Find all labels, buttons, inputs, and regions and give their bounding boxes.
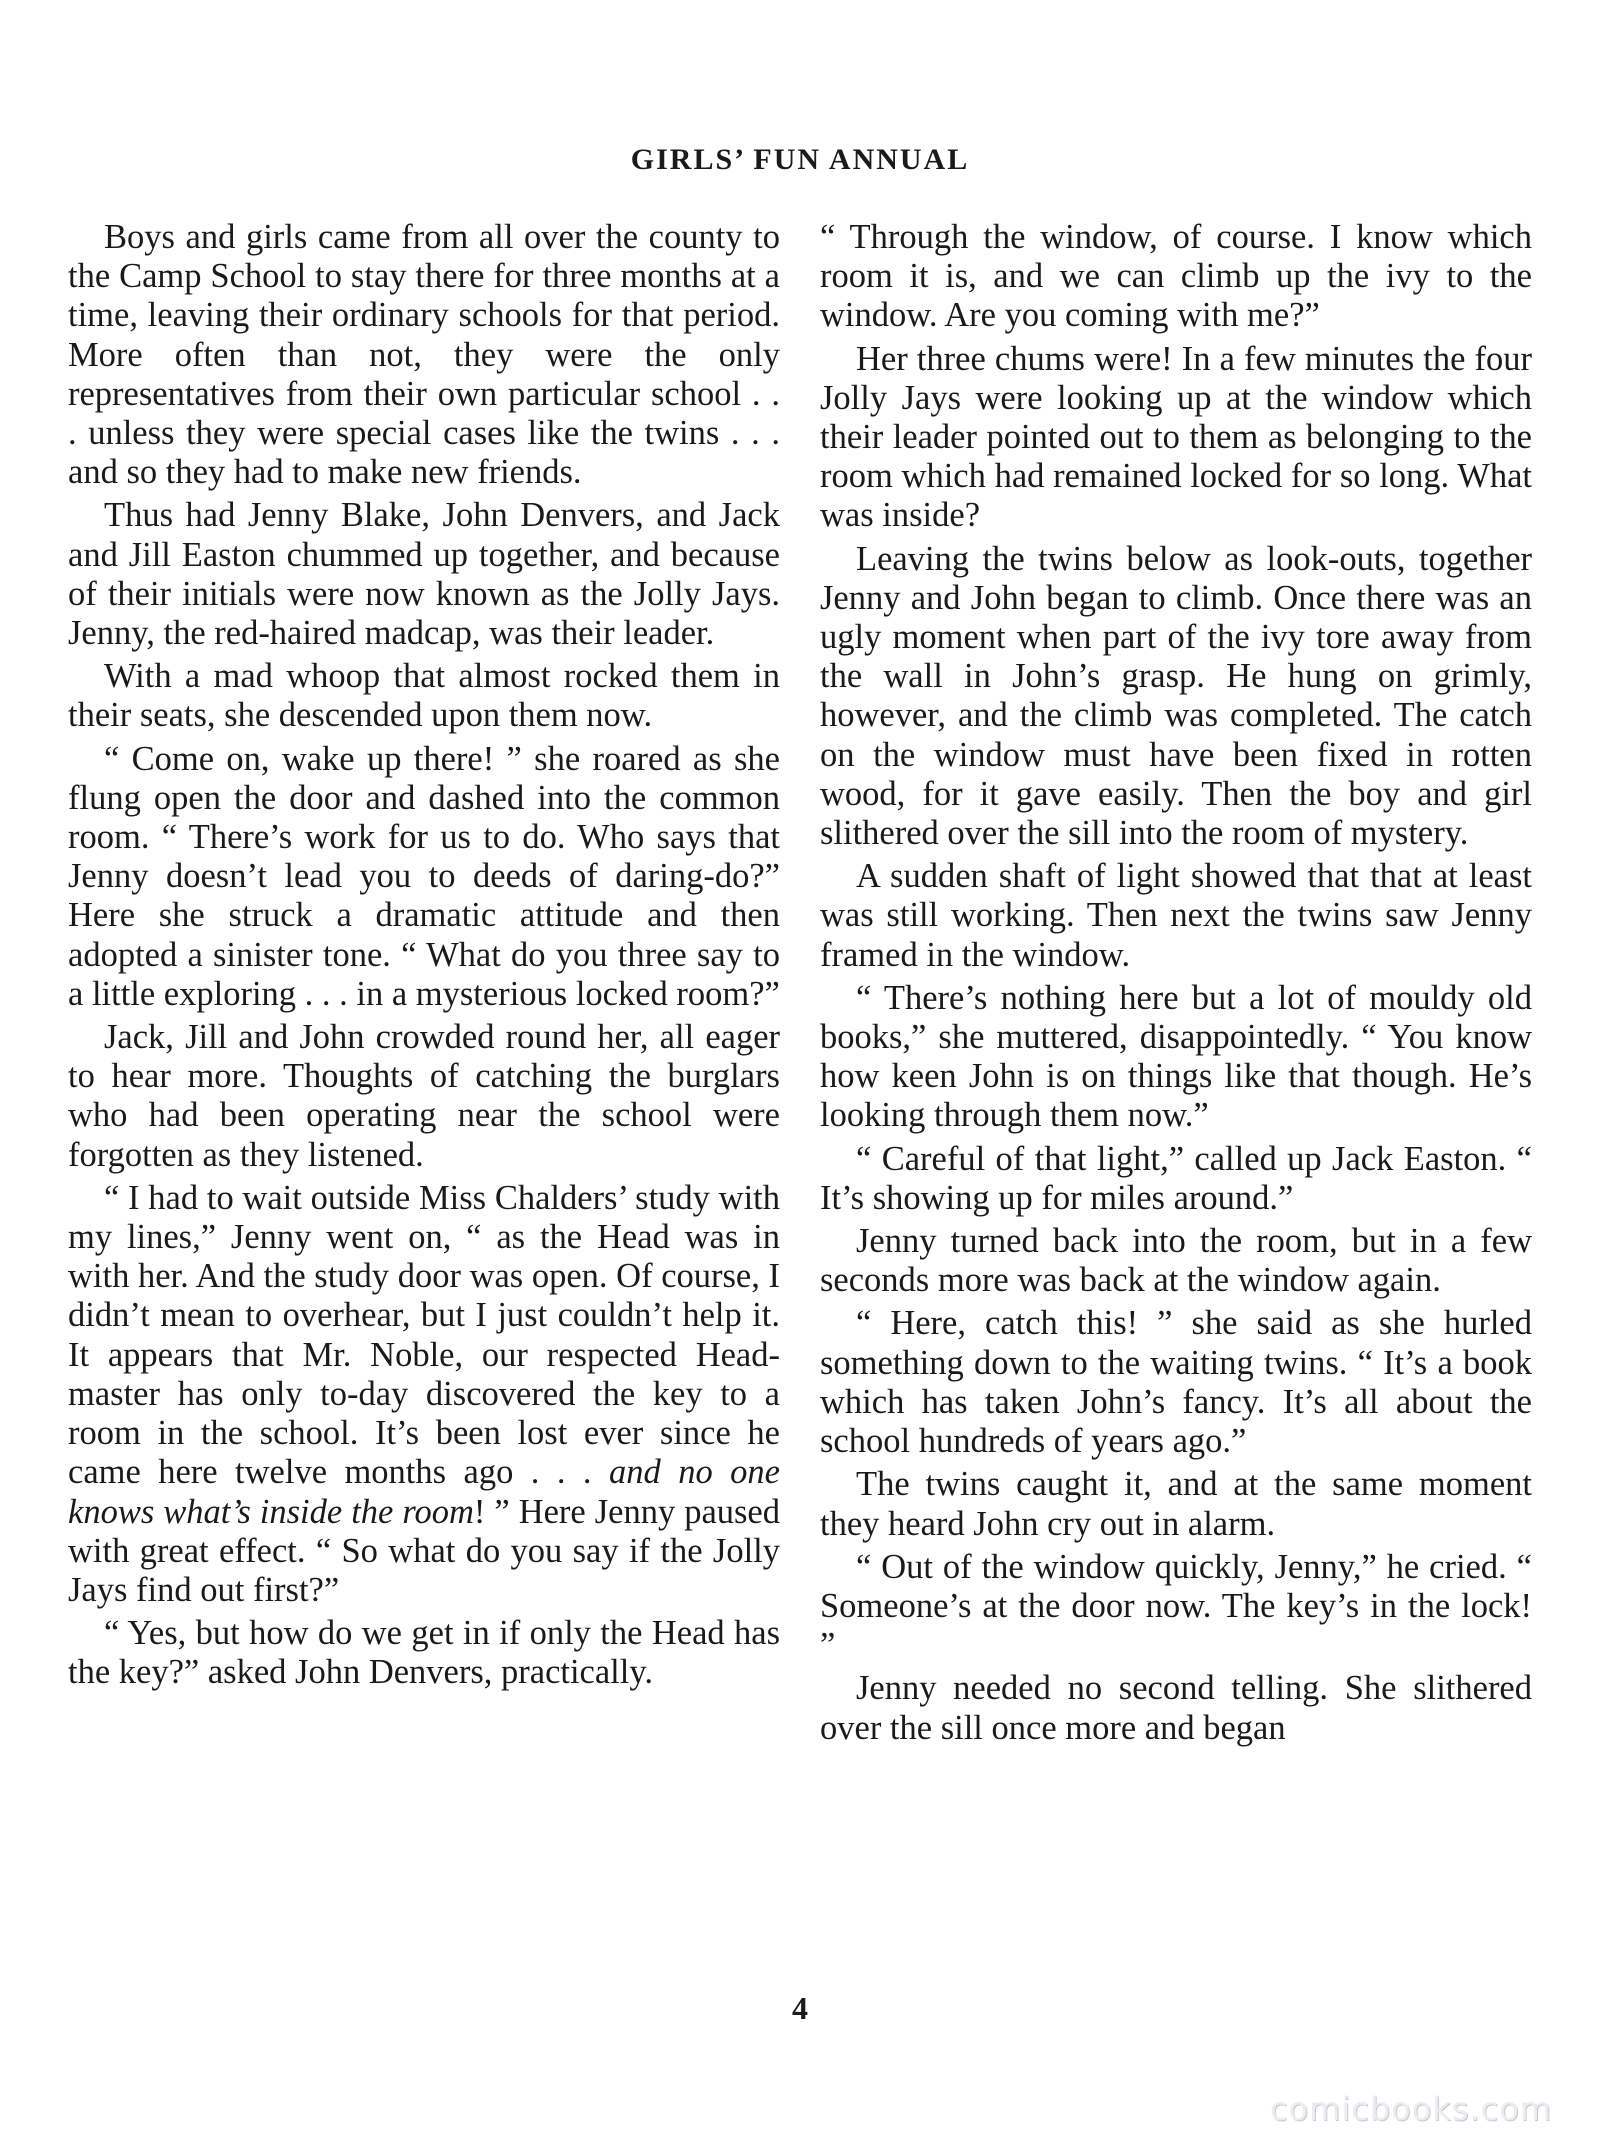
page-number: 4 [792,1990,808,2026]
paragraph: The twins caught it, and at the same moment they heard John cry out in alarm. [820,1465,1532,1543]
paragraph: Jenny needed no second telling. She slithered over the sill once more and began [820,1669,1532,1747]
paragraph: Thus had Jenny Blake, John Denvers, and Jack and Jill Easton chummed up together, and because of their initials were now known as the Jolly Jays. Jenny, the red-haired madcap, was their leader. [68,496,780,653]
paragraph: Her three chums were! In a few minutes the four Jolly Jays were looking up at the window which their leader pointed out to them as belonging to the room which had remained locked for so long. What was inside? [820,339,1532,535]
paragraph: A sudden shaft of light showed that that at least was still working. Then next the twins saw Jenny framed in the window. [820,857,1532,974]
emphasis-text: and no one knows what’s inside the room [68,1453,780,1531]
paragraph: “ Through the window, of course. I know which room it is, and we can climb up the ivy to the window. Are you coming with me?” [820,218,1532,335]
paragraph: “ There’s nothing here but a lot of mouldy old books,” she muttered, disappointedly. “ You know how keen John is on things like that though. He’s looking through them now.” [820,978,1532,1135]
paragraph: “ Here, catch this! ” she said as she hurled something down to the waiting twins. “ It’s a book which has taken John’s fancy. It’s all about the school hundreds of years ago.” [820,1304,1532,1461]
site-watermark: comicbooks.com [1269,2090,1552,2128]
paragraph-text: “ I had to wait outside Miss Chalders’ study with my lines,” Jenny went on, “ as the Head was in with her. And the study door was open. Of course, I didn’t mean to overhear, but I just couldn’t help it. It appears that Mr. Noble, our respected Headmaster has only to-day discovered the key to a room in the school. It’s been lost ever since he came here twelve months ago . . . [68,1178,780,1492]
paragraph: Jenny turned back into the room, but in a few seconds more was back at the window again. [820,1222,1532,1300]
running-header: GIRLS’ FUN ANNUAL [630,143,970,176]
paragraph: Leaving the twins below as look-outs, together Jenny and John began to climb. Once there was an ugly moment when part of the ivy tore away from the wall in John’s grasp. He hung on grimly, however, and the climb was completed. The catch on the window must have been fixed in rotten wood, for it gave easily. Then the boy and girl slithered over the sill into the room of mystery. [820,539,1532,853]
paragraph-text: ! ” Here Jenny paused with great effect. “ So what do you say if the Jolly Jays find out first?” [68,1492,780,1609]
paragraph: Boys and girls came from all over the county to the Camp School to stay there for three months at a time, leaving their ordinary schools for that period. More often than not, they were the only representatives from their own particular school . . . unless they were special cases like the twins . . . and so they had to make new friends. [68,218,780,492]
right-text-column [820,218,1532,1752]
paragraph: With a mad whoop that almost rocked them in their seats, she descended upon them now. [68,657,780,735]
paragraph [68,1179,780,1610]
paragraph: “ Yes, but how do we get in if only the Head has the key?” asked John Denvers, practically. [68,1614,780,1692]
left-text-column [68,218,780,1697]
paragraph: “ Come on, wake up there! ” she roared as she flung open the door and dashed into the common room. “ There’s work for us to do. Who says that Jenny doesn’t lead you to deeds of daring-do?” Here she struck a dramatic attitude and then adopted a sinister tone. “ What do you three say to a little exploring . . . in a mysterious locked room?” [68,739,780,1013]
paragraph: “ Careful of that light,” called up Jack Easton. “ It’s showing up for miles around.” [820,1139,1532,1217]
paragraph: “ Out of the window quickly, Jenny,” he cried. “ Someone’s at the door now. The key’s in the lock! ” [820,1547,1532,1665]
paragraph: Jack, Jill and John crowded round her, all eager to hear more. Thoughts of catching the burglars who had been operating near the school were forgotten as they listened. [68,1018,780,1174]
